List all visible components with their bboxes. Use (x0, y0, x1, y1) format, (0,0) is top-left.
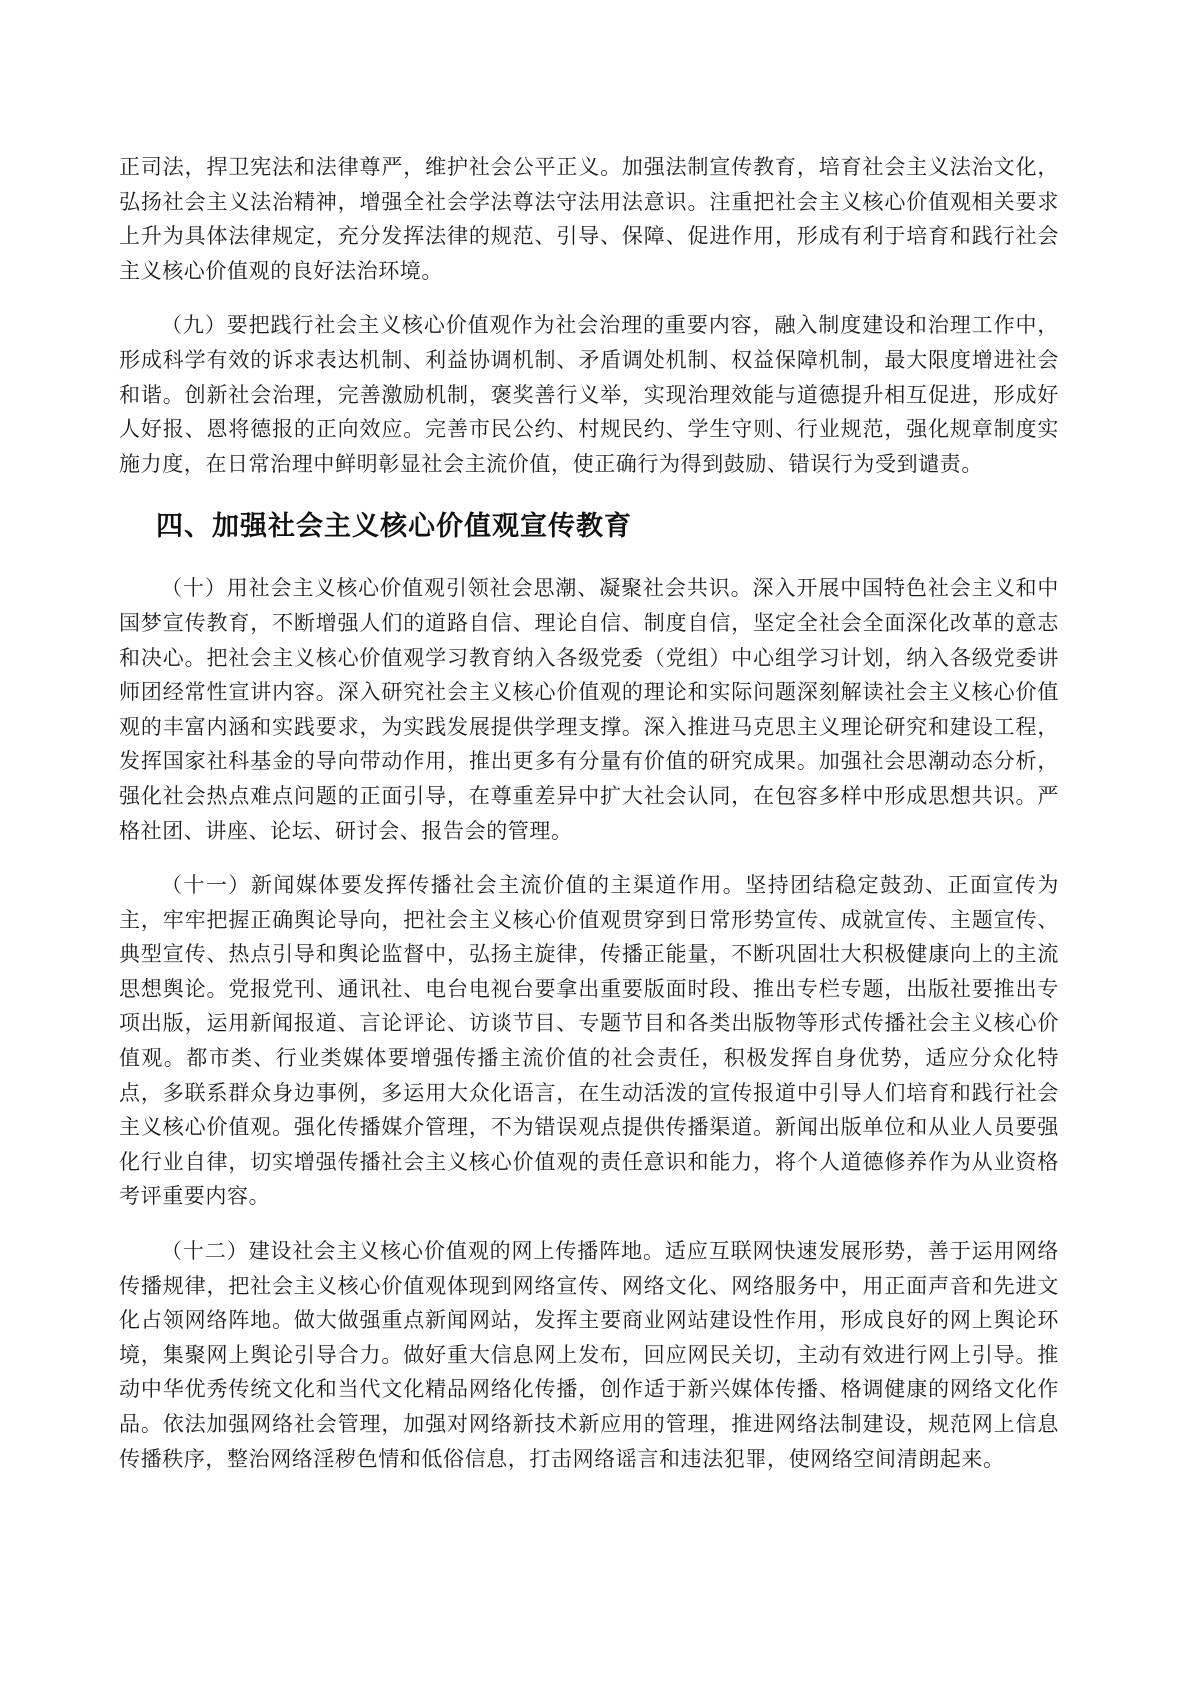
paragraph-11: （十一）新闻媒体要发挥传播社会主流价值的主渠道作用。坚持团结稳定鼓劲、正面宣传为主，牢牢把握正确舆论导向，把社会主义核心价值观贯穿到日常形势宣传、成就宣传、主题宣传、典型宣传、热点引导和舆论监督中，弘扬主旋律，传播正能量，不断巩固壮大积极健康向上的主流思想舆论。党报党刊、通讯社、电台电视台要拿出重要版面时段、推出专栏专题，出版社要推出专项出版，运用新闻报道、言论评论、访谈节目、专题节目和各类出版物等形式传播社会主义核心价值观。都市类、行业类媒体要增强传播主流价值的社会责任，积极发挥自身优势，适应分众化特点，多联系群众身边事例，多运用大众化语言，在生动活泼的宣传报道中引导人们培育和践行社会主义核心价值观。强化传播媒介管理，不为错误观点提供传播渠道。新闻出版单位和从业人员要强化行业自律，切实增强传播社会主义核心价值观的责任意识和能力，将个人道德修养作为从业资格考评重要内容。 (119, 873, 1059, 1209)
paragraph-8-continuation: 正司法，捍卫宪法和法律尊严，维护社会公平正义。加强法制宣传教育，培育社会主义法治文化，弘扬社会主义法治精神，增强全社会学法尊法守法用法意识。注重把社会主义核心价值观相关要求上升为具体法律规定，充分发挥法律的规范、引导、保障、促进作用，形成有利于培育和践行社会主义核心价值观的良好法治环境。 (119, 155, 1059, 283)
paragraph-10: （十）用社会主义核心价值观引领社会思潮、凝聚社会共识。深入开展中国特色社会主义和中国梦宣传教育，不断增强人们的道路自信、理论自信、制度自信，坚定全社会全面深化改革的意志和决心。把社会主义核心价值观学习教育纳入各级党委（党组）中心组学习计划，纳入各级党委讲师团经常性宣讲内容。深入研究社会主义核心价值观的理论和实际问题深刻解读社会主义核心价值观的丰富内涵和实践要求，为实践发展提供学理支撑。深入推进马克思主义理论研究和建设工程，发挥国家社科基金的导向带动作用，推出更多有分量有价值的研究成果。加强社会思潮动态分析，强化社会热点难点问题的正面引导，在尊重差异中扩大社会认同，在包容多样中形成思想共识。严格社团、讲座、论坛、研讨会、报告会的管理。 (119, 576, 1059, 843)
section-heading: 四、加强社会主义核心价值观宣传教育 (156, 511, 632, 543)
paragraph-12: （十二）建设社会主义核心价值观的网上传播阵地。适应互联网快速发展形势，善于运用网络传播规律，把社会主义核心价值观体现到网络宣传、网络文化、网络服务中，用正面声音和先进文化占领网络阵地。做大做强重点新闻网站，发挥主要商业网站建设性作用，形成良好的网上舆论环境，集聚网上舆论引导合力。做好重大信息网上发布，回应网民关切，主动有效进行网上引导。推动中华优秀传统文化和当代文化精品网络化传播，创作适于新兴媒体传播、格调健康的网络文化作品。依法加强网络社会管理，加强对网络新技术新应用的管理，推进网络法制建设，规范网上信息传播秩序，整治网络淫秽色情和低俗信息，打击网络谣言和违法犯罪，使网络空间清朗起来。 (119, 1239, 1059, 1471)
paragraph-9: （九）要把践行社会主义核心价值观作为社会治理的重要内容，融入制度建设和治理工作中，形成科学有效的诉求表达机制、利益协调机制、矛盾调处机制、权益保障机制，最大限度增进社会和谐。创新社会治理，完善激励机制，褒奖善行义举，实现治理效能与道德提升相互促进，形成好人好报、恩将德报的正向效应。完善市民公约、村规民约、学生守则、行业规范，强化规章制度实施力度，在日常治理中鲜明彰显社会主流价值，使正确行为得到鼓励、错误行为受到谴责。 (119, 313, 1059, 476)
document-body (119, 150, 1059, 1476)
